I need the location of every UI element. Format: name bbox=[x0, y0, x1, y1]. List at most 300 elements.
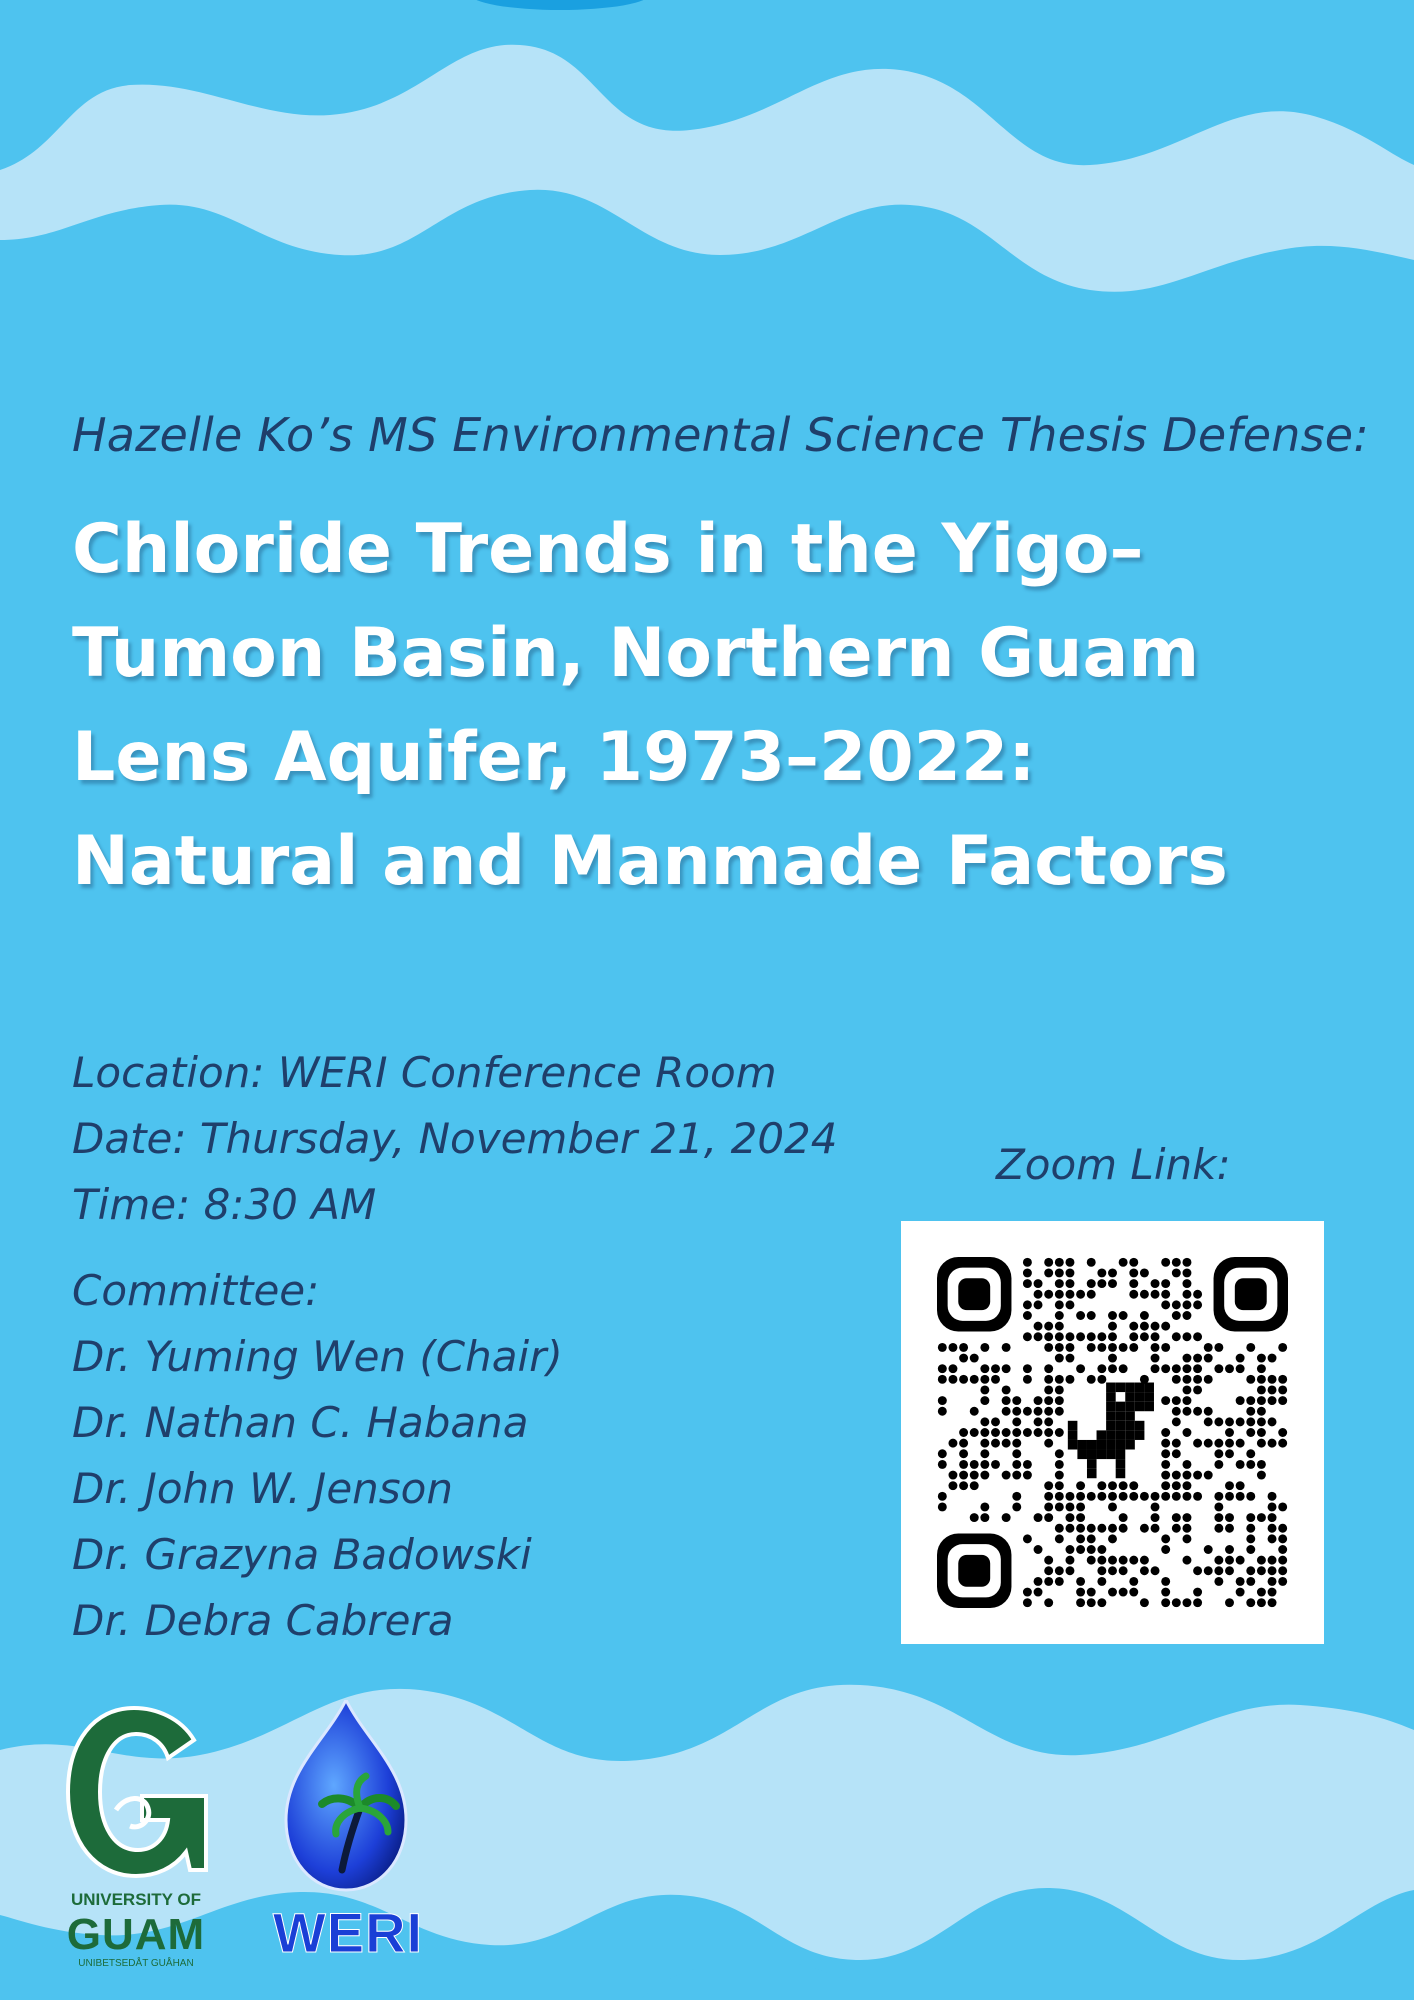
qr-module bbox=[959, 1439, 968, 1448]
qr-module bbox=[1108, 1566, 1117, 1575]
qr-module bbox=[1140, 1322, 1149, 1331]
qr-module bbox=[1257, 1598, 1266, 1607]
qr-module bbox=[980, 1428, 989, 1437]
qr-finder-pattern bbox=[937, 1534, 1011, 1608]
qr-module bbox=[1087, 1343, 1096, 1352]
qr-module bbox=[1182, 1258, 1191, 1267]
qr-module bbox=[1129, 1332, 1138, 1341]
uog-g-emblem bbox=[56, 1700, 216, 1890]
qr-module bbox=[1172, 1439, 1181, 1448]
qr-module bbox=[1278, 1375, 1287, 1384]
qr-module bbox=[1182, 1375, 1191, 1384]
qr-module bbox=[1193, 1375, 1202, 1384]
qr-module bbox=[1246, 1524, 1255, 1533]
qr-module bbox=[1129, 1481, 1138, 1490]
qr-module bbox=[1257, 1513, 1266, 1522]
qr-module bbox=[1268, 1524, 1277, 1533]
qr-module bbox=[1182, 1385, 1191, 1394]
qr-module bbox=[1140, 1524, 1149, 1533]
qr-module bbox=[1119, 1513, 1128, 1522]
qr-module bbox=[1044, 1385, 1053, 1394]
qr-module bbox=[1214, 1566, 1223, 1575]
qr-module bbox=[1182, 1290, 1191, 1299]
dinosaur-icon-pixel bbox=[1097, 1430, 1107, 1440]
dinosaur-icon-pixel bbox=[1077, 1450, 1087, 1460]
qr-module bbox=[1193, 1332, 1202, 1341]
zoom-qr-code[interactable] bbox=[901, 1221, 1324, 1644]
qr-module bbox=[938, 1449, 947, 1458]
committee-member: Dr. Yuming Wen (Chair) bbox=[72, 1332, 563, 1381]
qr-module bbox=[1193, 1407, 1202, 1416]
qr-module bbox=[980, 1417, 989, 1426]
qr-module bbox=[980, 1385, 989, 1394]
qr-module bbox=[1129, 1556, 1138, 1565]
qr-module bbox=[1193, 1300, 1202, 1309]
qr-module bbox=[1012, 1492, 1021, 1501]
qr-module bbox=[1278, 1396, 1287, 1405]
qr-module bbox=[1076, 1577, 1085, 1586]
qr-module bbox=[1023, 1364, 1032, 1373]
qr-module bbox=[1236, 1556, 1245, 1565]
qr-module bbox=[1034, 1513, 1043, 1522]
qr-module bbox=[1268, 1502, 1277, 1511]
qr-module bbox=[1023, 1375, 1032, 1384]
qr-module bbox=[1161, 1428, 1170, 1437]
qr-module bbox=[1182, 1481, 1191, 1490]
qr-module bbox=[1012, 1407, 1021, 1416]
qr-module bbox=[959, 1460, 968, 1469]
qr-module bbox=[1076, 1502, 1085, 1511]
qr-module bbox=[1097, 1556, 1106, 1565]
qr-module bbox=[1236, 1439, 1245, 1448]
dinosaur-icon-pixel bbox=[1144, 1392, 1154, 1402]
dinosaur-icon-pixel bbox=[1116, 1383, 1126, 1393]
top-wave-decoration bbox=[0, 0, 1414, 330]
qr-module bbox=[1151, 1566, 1160, 1575]
qr-module bbox=[1268, 1577, 1277, 1586]
qr-module bbox=[1214, 1492, 1223, 1501]
qr-module bbox=[1182, 1471, 1191, 1480]
event-time: Time: 8:30 AM bbox=[72, 1180, 377, 1229]
qr-module bbox=[1055, 1385, 1064, 1394]
qr-finder-pattern bbox=[937, 1257, 1011, 1331]
dinosaur-icon-pixel bbox=[1125, 1411, 1135, 1421]
qr-module bbox=[1204, 1343, 1213, 1352]
qr-module bbox=[1119, 1481, 1128, 1490]
qr-module bbox=[1055, 1343, 1064, 1352]
qr-module bbox=[1278, 1524, 1287, 1533]
qr-module bbox=[1108, 1492, 1117, 1501]
qr-module bbox=[1002, 1439, 1011, 1448]
qr-module bbox=[1012, 1428, 1021, 1437]
qr-module bbox=[1161, 1439, 1170, 1448]
qr-module bbox=[1193, 1566, 1202, 1575]
qr-module bbox=[1172, 1258, 1181, 1267]
qr-module bbox=[1087, 1492, 1096, 1501]
qr-module bbox=[1023, 1311, 1032, 1320]
qr-module bbox=[1055, 1577, 1064, 1586]
qr-module bbox=[1182, 1311, 1191, 1320]
qr-module bbox=[970, 1481, 979, 1490]
qr-module bbox=[1055, 1566, 1064, 1575]
qr-module bbox=[1108, 1332, 1117, 1341]
qr-module bbox=[1055, 1502, 1064, 1511]
dinosaur-icon-pixel bbox=[1135, 1430, 1145, 1440]
qr-module bbox=[1236, 1492, 1245, 1501]
qr-module bbox=[1087, 1290, 1096, 1299]
dinosaur-icon-pixel bbox=[1068, 1430, 1078, 1440]
qr-module bbox=[1076, 1534, 1085, 1543]
dinosaur-icon-pixel bbox=[1106, 1430, 1116, 1440]
qr-module bbox=[1161, 1300, 1170, 1309]
qr-module bbox=[1119, 1311, 1128, 1320]
qr-module bbox=[1108, 1343, 1117, 1352]
qr-module bbox=[1065, 1258, 1074, 1267]
qr-module bbox=[1172, 1396, 1181, 1405]
qr-module bbox=[1087, 1545, 1096, 1554]
qr-module bbox=[1161, 1343, 1170, 1352]
qr-module bbox=[1214, 1439, 1223, 1448]
qr-module bbox=[1268, 1513, 1277, 1522]
qr-module bbox=[1225, 1598, 1234, 1607]
committee-member: Dr. Grazyna Badowski bbox=[72, 1530, 532, 1579]
qr-module bbox=[1278, 1343, 1287, 1352]
qr-module bbox=[1225, 1545, 1234, 1554]
university-of-guam-logo bbox=[56, 1700, 216, 1970]
qr-module bbox=[1055, 1354, 1064, 1363]
qr-module bbox=[1055, 1492, 1064, 1501]
qr-module bbox=[1193, 1290, 1202, 1299]
qr-module bbox=[970, 1471, 979, 1480]
qr-module bbox=[1119, 1556, 1128, 1565]
dinosaur-icon-pixel bbox=[1125, 1383, 1135, 1393]
qr-module bbox=[1076, 1524, 1085, 1533]
qr-module bbox=[1246, 1534, 1255, 1543]
qr-module bbox=[1172, 1598, 1181, 1607]
qr-module bbox=[1065, 1556, 1074, 1565]
dinosaur-icon-pixel bbox=[1135, 1402, 1145, 1412]
event-location: Location: WERI Conference Room bbox=[72, 1048, 777, 1097]
qr-module bbox=[1257, 1556, 1266, 1565]
qr-module bbox=[1161, 1279, 1170, 1288]
qr-module bbox=[1097, 1332, 1106, 1341]
qr-module bbox=[1055, 1471, 1064, 1480]
qr-module bbox=[1172, 1513, 1181, 1522]
qr-module bbox=[1002, 1513, 1011, 1522]
qr-module bbox=[1044, 1513, 1053, 1522]
qr-module bbox=[1193, 1471, 1202, 1480]
uog-name-line2: GUAM bbox=[66, 1910, 206, 1959]
qr-module bbox=[1172, 1300, 1181, 1309]
qr-module bbox=[1002, 1428, 1011, 1437]
dinosaur-icon-pixel bbox=[1116, 1421, 1126, 1431]
qr-module bbox=[1012, 1417, 1021, 1426]
committee-member: Dr. Debra Cabrera bbox=[72, 1596, 454, 1645]
dinosaur-icon-pixel bbox=[1116, 1440, 1126, 1450]
qr-module bbox=[1065, 1513, 1074, 1522]
dinosaur-icon-pixel bbox=[1087, 1459, 1097, 1469]
qr-module bbox=[1182, 1428, 1191, 1437]
qr-module bbox=[1012, 1460, 1021, 1469]
qr-module bbox=[1214, 1524, 1223, 1533]
qr-module bbox=[1044, 1439, 1053, 1448]
qr-module bbox=[1246, 1598, 1255, 1607]
dinosaur-icon-pixel bbox=[1087, 1469, 1097, 1479]
qr-module bbox=[1140, 1311, 1149, 1320]
qr-module bbox=[1087, 1534, 1096, 1543]
qr-module bbox=[1119, 1492, 1128, 1501]
qr-module bbox=[1087, 1588, 1096, 1597]
qr-module bbox=[1055, 1534, 1064, 1543]
qr-module bbox=[1065, 1354, 1074, 1363]
thesis-title-line: Lens Aquifer, 1973–2022: bbox=[72, 718, 1036, 797]
qr-module bbox=[1214, 1556, 1223, 1565]
qr-module bbox=[1097, 1268, 1106, 1277]
dinosaur-icon-pixel bbox=[1144, 1383, 1154, 1393]
qr-module bbox=[1140, 1556, 1149, 1565]
qr-module bbox=[1214, 1417, 1223, 1426]
dinosaur-icon-pixel bbox=[1106, 1411, 1116, 1421]
qr-module bbox=[1097, 1343, 1106, 1352]
qr-module bbox=[1065, 1524, 1074, 1533]
qr-module bbox=[1257, 1588, 1266, 1597]
qr-module bbox=[1161, 1588, 1170, 1597]
qr-module bbox=[1034, 1428, 1043, 1437]
qr-module bbox=[1161, 1290, 1170, 1299]
qr-module bbox=[1257, 1428, 1266, 1437]
qr-module bbox=[1012, 1449, 1021, 1458]
qr-module bbox=[948, 1364, 957, 1373]
qr-module bbox=[991, 1439, 1000, 1448]
qr-module bbox=[1246, 1343, 1255, 1352]
qr-module bbox=[1076, 1598, 1085, 1607]
qr-module bbox=[970, 1460, 979, 1469]
qr-module bbox=[1044, 1481, 1053, 1490]
qr-module bbox=[1044, 1268, 1053, 1277]
qr-module bbox=[1214, 1502, 1223, 1511]
qr-module bbox=[1161, 1545, 1170, 1554]
qr-module bbox=[1204, 1566, 1213, 1575]
qr-module bbox=[1012, 1439, 1021, 1448]
qr-module bbox=[1044, 1290, 1053, 1299]
qr-module bbox=[1204, 1407, 1213, 1416]
qr-module bbox=[948, 1343, 957, 1352]
qr-module bbox=[1182, 1492, 1191, 1501]
qr-module bbox=[1151, 1322, 1160, 1331]
dinosaur-icon-pixel bbox=[1125, 1430, 1135, 1440]
qr-module bbox=[1257, 1566, 1266, 1575]
qr-module bbox=[1246, 1428, 1255, 1437]
uog-name-chamorro: UNIBETSEDÅT GUÅHAN bbox=[78, 1958, 194, 1969]
qr-module bbox=[1214, 1577, 1223, 1586]
qr-module bbox=[1140, 1598, 1149, 1607]
qr-module bbox=[1257, 1396, 1266, 1405]
qr-module bbox=[1161, 1577, 1170, 1586]
qr-module bbox=[1172, 1268, 1181, 1277]
qr-module bbox=[1108, 1311, 1117, 1320]
qr-module bbox=[1236, 1577, 1245, 1586]
qr-module bbox=[1055, 1481, 1064, 1490]
qr-module bbox=[970, 1513, 979, 1522]
qr-module bbox=[1246, 1545, 1255, 1554]
qr-module bbox=[1225, 1524, 1234, 1533]
qr-module bbox=[1044, 1343, 1053, 1352]
qr-module bbox=[1108, 1556, 1117, 1565]
qr-module bbox=[1065, 1300, 1074, 1309]
qr-module bbox=[938, 1343, 947, 1352]
qr-module bbox=[1151, 1524, 1160, 1533]
qr-module bbox=[1065, 1492, 1074, 1501]
qr-module bbox=[1076, 1545, 1085, 1554]
dinosaur-icon-pixel bbox=[1106, 1450, 1116, 1460]
dinosaur-icon-pixel bbox=[1116, 1411, 1126, 1421]
qr-module bbox=[1172, 1311, 1181, 1320]
qr-module bbox=[948, 1375, 957, 1384]
qr-module bbox=[980, 1364, 989, 1373]
qr-module bbox=[1044, 1598, 1053, 1607]
qr-module bbox=[1182, 1556, 1191, 1565]
qr-module bbox=[1065, 1545, 1074, 1554]
qr-module bbox=[1225, 1556, 1234, 1565]
qr-module bbox=[1246, 1492, 1255, 1501]
qr-module bbox=[1044, 1502, 1053, 1511]
qr-module bbox=[1161, 1534, 1170, 1543]
qr-module bbox=[1023, 1258, 1032, 1267]
qr-module bbox=[1055, 1524, 1064, 1533]
qr-module bbox=[959, 1375, 968, 1384]
qr-module bbox=[938, 1502, 947, 1511]
qr-module bbox=[980, 1396, 989, 1405]
qr-module bbox=[959, 1428, 968, 1437]
qr-module bbox=[1172, 1492, 1181, 1501]
event-details bbox=[72, 1040, 838, 1238]
qr-module bbox=[1023, 1460, 1032, 1469]
qr-module bbox=[1172, 1481, 1181, 1490]
qr-module bbox=[1204, 1375, 1213, 1384]
qr-module bbox=[1225, 1428, 1234, 1437]
qr-module bbox=[1055, 1407, 1064, 1416]
qr-module bbox=[1214, 1449, 1223, 1458]
qr-module bbox=[1182, 1396, 1191, 1405]
qr-module bbox=[1246, 1407, 1255, 1416]
qr-module bbox=[1076, 1332, 1085, 1341]
qr-module bbox=[970, 1428, 979, 1437]
qr-module bbox=[959, 1343, 968, 1352]
qr-finder-pattern bbox=[1214, 1257, 1288, 1331]
qr-module bbox=[1140, 1268, 1149, 1277]
qr-module bbox=[1129, 1322, 1138, 1331]
qr-module bbox=[1193, 1588, 1202, 1597]
qr-module bbox=[1097, 1577, 1106, 1586]
qr-module bbox=[1182, 1279, 1191, 1288]
qr-module bbox=[980, 1375, 989, 1384]
qr-module bbox=[1023, 1268, 1032, 1277]
dinosaur-icon-pixel bbox=[1135, 1383, 1145, 1393]
qr-module bbox=[1023, 1598, 1032, 1607]
qr-module bbox=[1065, 1566, 1074, 1575]
qr-module bbox=[1129, 1577, 1138, 1586]
qr-module bbox=[1268, 1556, 1277, 1565]
qr-module bbox=[1044, 1396, 1053, 1405]
water-drop-palm-icon bbox=[256, 1700, 436, 1900]
qr-module bbox=[1172, 1407, 1181, 1416]
dinosaur-icon-pixel bbox=[1068, 1421, 1078, 1431]
dinosaur-icon-pixel bbox=[1068, 1440, 1078, 1450]
qr-module bbox=[1257, 1385, 1266, 1394]
qr-module bbox=[1012, 1396, 1021, 1405]
qr-module bbox=[1161, 1492, 1170, 1501]
qr-module bbox=[1065, 1268, 1074, 1277]
qr-module bbox=[1097, 1598, 1106, 1607]
dinosaur-icon-pixel bbox=[1106, 1440, 1116, 1450]
qr-module bbox=[959, 1354, 968, 1363]
qr-module bbox=[1236, 1396, 1245, 1405]
qr-module bbox=[1204, 1354, 1213, 1363]
qr-module bbox=[1087, 1279, 1096, 1288]
qr-module bbox=[1044, 1577, 1053, 1586]
qr-module bbox=[1034, 1279, 1043, 1288]
thesis-title-line: Natural and Manmade Factors bbox=[72, 822, 1228, 901]
qr-module bbox=[1278, 1556, 1287, 1565]
qr-module bbox=[1087, 1332, 1096, 1341]
qr-module bbox=[970, 1354, 979, 1363]
qr-module bbox=[1278, 1502, 1287, 1511]
qr-module bbox=[991, 1375, 1000, 1384]
qr-module bbox=[1225, 1439, 1234, 1448]
qr-module bbox=[1055, 1279, 1064, 1288]
qr-module bbox=[1034, 1332, 1043, 1341]
qr-module bbox=[1023, 1428, 1032, 1437]
qr-module bbox=[1055, 1332, 1064, 1341]
qr-module bbox=[1097, 1364, 1106, 1373]
qr-module bbox=[1278, 1534, 1287, 1543]
qr-module bbox=[1193, 1439, 1202, 1448]
qr-module bbox=[1097, 1545, 1106, 1554]
qr-module bbox=[1065, 1502, 1074, 1511]
dinosaur-icon-pixel bbox=[1135, 1392, 1145, 1402]
qr-module bbox=[1225, 1492, 1234, 1501]
qr-module bbox=[1034, 1417, 1043, 1426]
weri-wordmark: WERI bbox=[272, 1901, 424, 1964]
qr-module bbox=[970, 1375, 979, 1384]
qr-module bbox=[1055, 1449, 1064, 1458]
dinosaur-icon-pixel bbox=[1144, 1402, 1154, 1412]
qr-module bbox=[938, 1375, 947, 1384]
qr-module bbox=[1278, 1566, 1287, 1575]
qr-module bbox=[1055, 1375, 1064, 1384]
qr-module bbox=[1246, 1396, 1255, 1405]
qr-module bbox=[1225, 1417, 1234, 1426]
qr-module bbox=[1236, 1364, 1245, 1373]
qr-module bbox=[1034, 1290, 1043, 1299]
qr-module bbox=[1044, 1322, 1053, 1331]
qr-module bbox=[1236, 1417, 1245, 1426]
qr-module bbox=[959, 1481, 968, 1490]
dinosaur-icon-pixel bbox=[1106, 1392, 1116, 1402]
qr-module bbox=[1034, 1545, 1043, 1554]
qr-module bbox=[1023, 1534, 1032, 1543]
qr-module bbox=[1055, 1258, 1064, 1267]
qr-module bbox=[1257, 1460, 1266, 1469]
qr-module bbox=[1108, 1588, 1117, 1597]
qr-module bbox=[1097, 1566, 1106, 1575]
qr-module bbox=[1151, 1354, 1160, 1363]
qr-module bbox=[1246, 1513, 1255, 1522]
qr-module bbox=[1182, 1460, 1191, 1469]
qr-module bbox=[938, 1460, 947, 1469]
qr-module bbox=[1182, 1268, 1191, 1277]
qr-module bbox=[1236, 1460, 1245, 1469]
